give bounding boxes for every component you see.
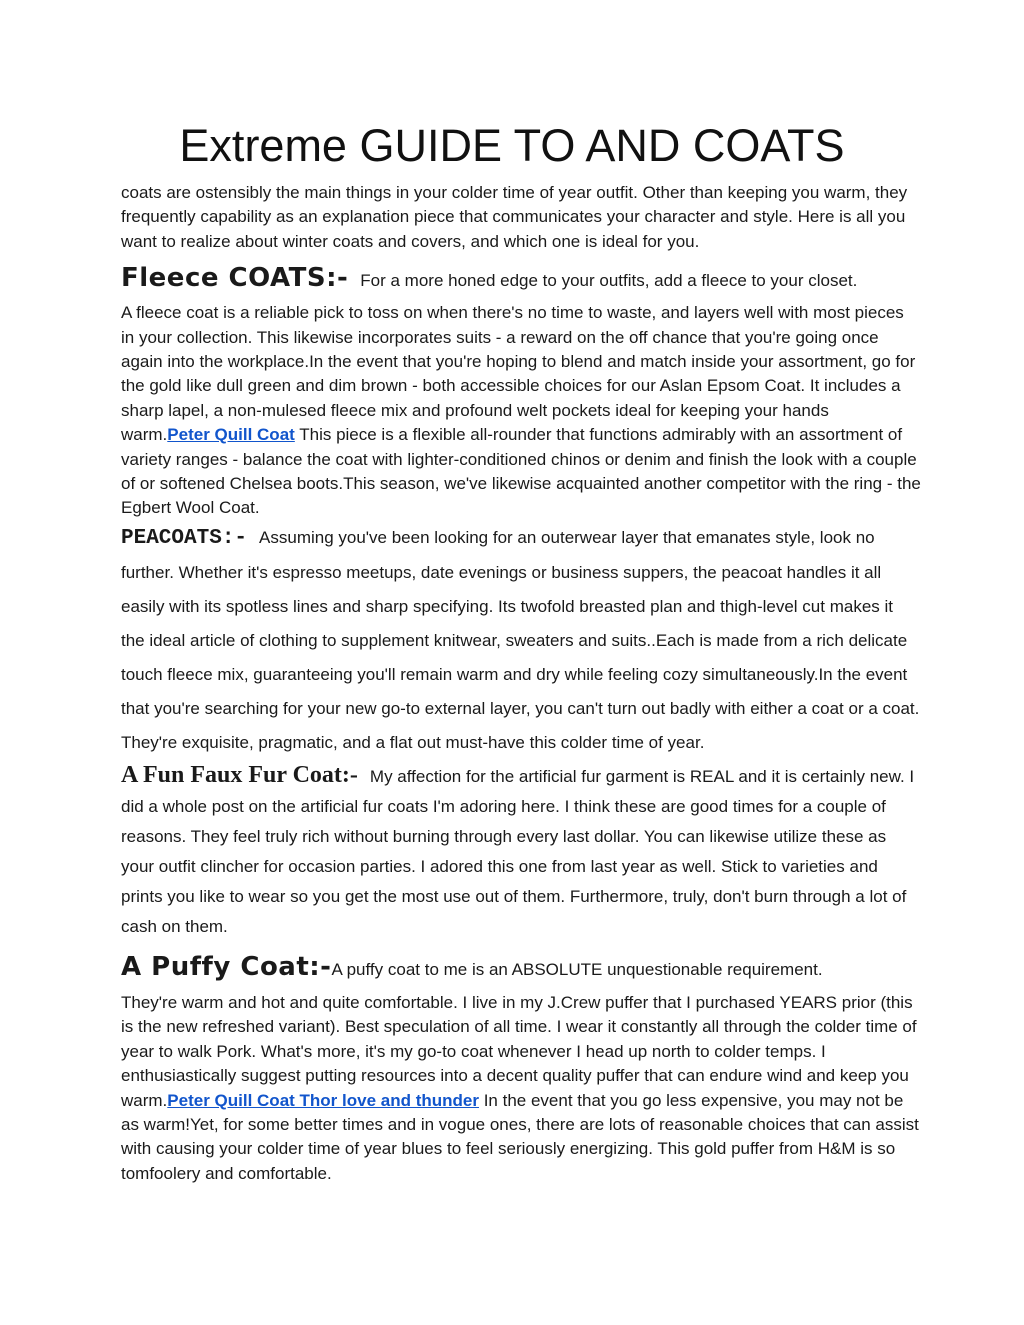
- section-body-text: In the event that you go less expensive, you may not be as warm!Yet, for some better times and in vogue ones, there are lots of reasonable choices that can assist with causing your colder time of year blues to feel seriously energizing. This gold puffer from H&M is so tomfoolery and comfortable.: [121, 1090, 919, 1183]
- section-heading: PEACOATS:-: [121, 526, 248, 550]
- document-body: [121, 181, 921, 1186]
- section-paragraph: [121, 258, 921, 301]
- section-lead-text: My affection for the artificial fur garment is REAL and it is certainly new. I did a whole post on the artificial fur coats I'm adoring here. I think these are good times for a couple of reasons. They feel truly rich without burning through every last dollar. You can likewise utilize these as your outfit clincher for occasion parties. I adored this one from last year as well. Stick to varieties and prints you like to wear so you get the most use out of them. Furthermore, truly, don't burn through a lot of cash on them.: [121, 766, 915, 936]
- section-paragraph: [121, 946, 921, 991]
- section-heading: Fleece COATS:-: [121, 263, 349, 294]
- section-paragraph: [121, 991, 921, 1186]
- section-lead-text: For a more honed edge to your outfits, add a fleece to your closet.: [360, 271, 858, 291]
- section-paragraph: [121, 521, 921, 760]
- section-peacoats: [121, 521, 921, 760]
- section-fleece-coats: [121, 258, 921, 521]
- section-lead-text: A puffy coat to me is an ABSOLUTE unquestionable requirement.: [331, 959, 823, 979]
- section-paragraph: [121, 301, 921, 521]
- section-heading: A Fun Faux Fur Coat:-: [121, 761, 358, 788]
- section-body-text: They're warm and hot and quite comfortable. I live in my J.Crew puffer that I purchased YEARS prior (this is the new refreshed variant). Best speculation of all time. I wear it constantly all through the colder time of year to walk Pork. What's more, it's my go-to coat whenever I head up north to colder temps. I enthusiastically suggest putting resources into a decent quality puffer that can endure wind and keep you warm.: [121, 992, 917, 1110]
- section-faux-fur-coat: [121, 760, 921, 942]
- section-paragraph: [121, 760, 921, 942]
- section-puffy-coat: [121, 946, 921, 1186]
- section-lead-text: Assuming you've been looking for an outerwear layer that emanates style, look no further. Whether it's espresso meetups, date evenings or business suppers, the peacoat handles it all easily with its spotless lines and sharp specifying. Its twofold breasted plan and thigh-level cut makes it the ideal article of clothing to supplement knitwear, sweaters and suits..Each is made from a rich delicate touch fleece mix, guaranteeing you'll remain warm and dry while feeling cozy simultaneously.In the event that you're searching for your new go-to external layer, you can't turn out badly with either a coat or a coat. They're exquisite, pragmatic, and a flat out must-have this colder time of year.: [121, 527, 920, 752]
- section-body-text: This piece is a flexible all-rounder that functions admirably with an assortment of variety ranges - balance the coat with lighter-conditioned chinos or denim and finish the look with a couple of or softened Chelsea boots.This season, we've likewise acquainted another competitor with the ring - the Egbert Wool Coat.: [121, 425, 921, 518]
- peter-quill-coat-link[interactable]: Peter Quill Coat: [167, 425, 295, 445]
- page-title: Extreme GUIDE TO AND COATS: [179, 120, 845, 171]
- intro-paragraph: coats are ostensibly the main things in your colder time of year outfit. Other than keeping you warm, they frequently capability as an explanation piece that communicates your character and style. Here is all you want to realize about winter coats and covers, and which one is ideal for you.: [121, 183, 908, 251]
- section-body-text: A fleece coat is a reliable pick to toss on when there's no time to waste, and layers well with most pieces in your collection. This likewise incorporates suits - a reward on the off chance that you're going once again into the workplace.In the event that you're hoping to blend and match inside your assortment, go for the gold like dull green and dim brown - both accessible choices for our Aslan Epsom Coat. It includes a sharp lapel, a non-mulesed fleece mix and profound welt pockets ideal for keeping your hands warm.: [121, 303, 916, 445]
- peter-quill-coat-thor-link[interactable]: Peter Quill Coat Thor love and thunder: [167, 1090, 479, 1110]
- section-heading: A Puffy Coat:-: [121, 951, 332, 982]
